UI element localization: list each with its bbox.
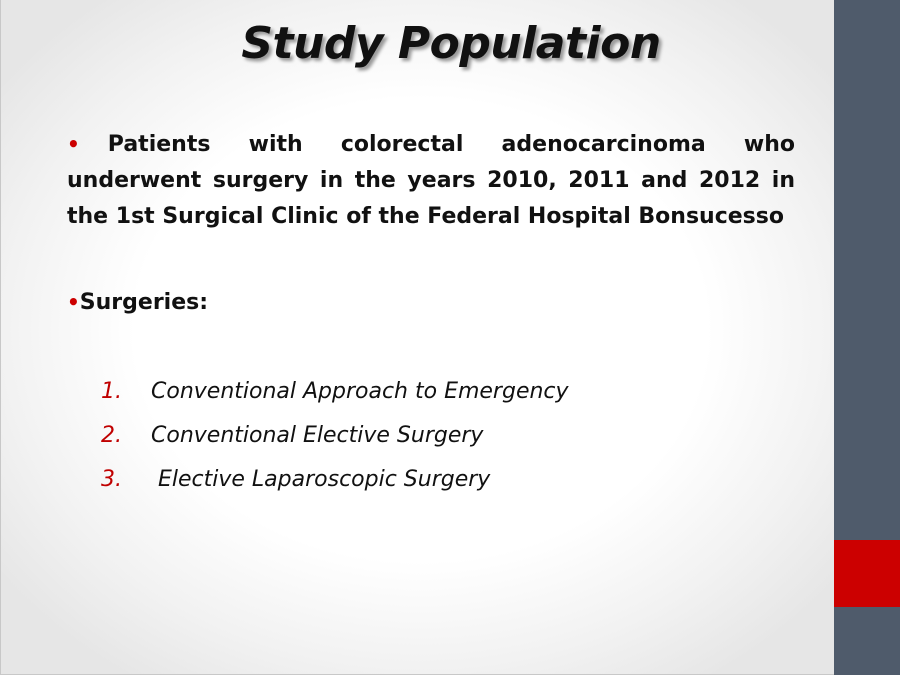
list-item bbox=[101, 414, 801, 458]
red-accent-block bbox=[834, 540, 900, 607]
surgeries-list bbox=[101, 370, 801, 502]
list-item-number: 2. bbox=[101, 423, 122, 448]
intro-paragraph-text: Patients with colorectal adenocarcinoma who underwent surgery in the years 2010, 2011 and 2012 in the 1st Surgical Clinic of the Federal Hospital Bonsucesso bbox=[67, 132, 795, 229]
list-item bbox=[101, 458, 801, 502]
surgeries-label: Surgeries: bbox=[79, 290, 209, 315]
bullet-icon: • bbox=[67, 290, 80, 314]
list-item-text: Conventional Elective Surgery bbox=[151, 423, 484, 448]
intro-paragraph bbox=[67, 126, 795, 235]
list-item-text: Conventional Approach to Emergency bbox=[151, 379, 569, 404]
list-item-number: 3. bbox=[101, 467, 122, 492]
slide-title: Study Population bbox=[241, 18, 661, 69]
list-item-text: Elective Laparoscopic Surgery bbox=[151, 467, 491, 492]
surgeries-heading bbox=[67, 287, 208, 318]
list-item bbox=[101, 370, 801, 414]
list-item-number: 1. bbox=[101, 379, 122, 404]
bullet-icon: • bbox=[67, 132, 80, 156]
